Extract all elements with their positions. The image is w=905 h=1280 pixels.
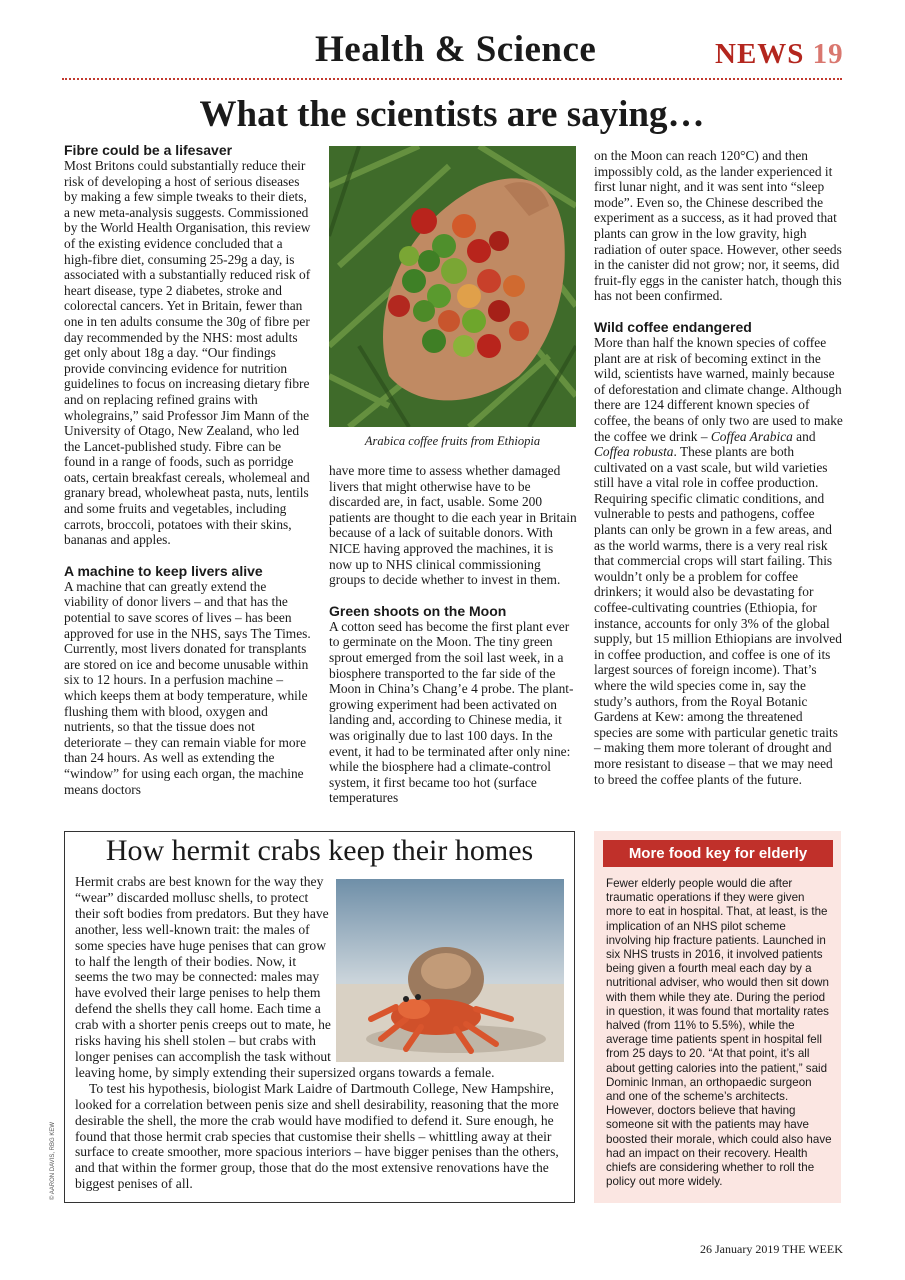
page-footer — [700, 1242, 843, 1257]
livers-subhead: A machine to keep livers alive — [64, 562, 263, 579]
sidebar-title: More food key for elderly — [603, 840, 833, 867]
livers-article-continued: have more time to assess whether damaged livers that might otherwise have to be discarded are, in fact, usable. Some 200 patients are thought to die each year in Britain because of a lack of suitable donors. With NICE having approved the machines, it is now up to NHS clinical commissioning groups to decide whether to invest in them. — [329, 463, 577, 588]
footer-date: 26 January 2019 — [700, 1242, 780, 1256]
column-3 — [594, 148, 844, 787]
hermit-crab-title: How hermit crabs keep their homes — [105, 834, 534, 867]
livers-article: A machine that can greatly extend the viability of donor livers – and that has the potential to save scores of lives – has been approved for use in the NHS, says The Times. Currently, most livers donated for transplants are stored on ice and become unusable within six to 12 hours. In a perfusion machine – which keeps them at body temperature, while flushing them with blood, oxygen and nutrients, so that the tissue does not deteriorate – they can remain viable for more than 24 hours. As well as extending the “window” for using each organ, the machine means doctors — [64, 578, 311, 797]
coffee-photo-caption: Arabica coffee fruits from Ethiopia — [364, 434, 541, 448]
page-headline: What the scientists are saying… — [199, 94, 705, 135]
column-2 — [329, 463, 577, 806]
moon-subhead: Green shoots on the Moon — [329, 602, 507, 619]
coffee-article-and: and — [792, 428, 816, 444]
fibre-article: Most Britons could substantially reduce their risk of developing a host of serious diseases by making a few simple tweaks to their diets, a new meta-analysis suggests. Commissioned by the World Health Organisation, this review of the existing evidence concluded that a high-fibre diet, consuming 25-29g a day, is associated with a substantially reduced risk of heart disease, type 2 diabetes, stroke and colorectal cancers. Yet in Britain, fewer than one in ten adults consume the 30g of fibre per day recommended by the NHS: most adults get only about 18g a day. “Our findings provide convincing evidence for nutrition guidelines to focus on increasing dietary fibre and on replacing refined grains with wholegrains,” said Professor Jim Mann of the University of Otago, New Zealand, who led the Lancet-published study. Fibre can be found in a range of foods, such as porridge oats, certain breakfast cereals, wholemeal and granary bread, wholewheat pasta, nuts, lentils and some fruits and vegetables, including carrots, broccoli, potatoes with their skins, bananas and apples. — [64, 158, 311, 548]
coffee-species-arabica: Coffea Arabica — [710, 428, 793, 444]
fibre-subhead: Fibre could be a lifesaver — [64, 142, 233, 158]
coffee-article — [594, 335, 844, 787]
photo-credit-text: © AARON DAVIS, RBG KEW — [50, 1122, 56, 1200]
news-page-label — [715, 38, 844, 71]
coffee-subhead: Wild coffee endangered — [594, 318, 752, 335]
news-label: NEWS — [715, 38, 805, 70]
section-title: Health & Science — [315, 29, 597, 70]
hermit-crab-para-2: To test his hypothesis, biologist Mark Laidre of Dartmouth College, New Hampshire, looked for a correlation between penis size and shell desirability, reasoning that the more desirable the shell, the more the crab would have modified to defend it. Sure enough, he found that those hermit crab species that customise their shells – whittling away at their surface to create smoother, more spacious interiors – have bigger penises than the others, and that within the former group, those that do the most extensive renovations have the biggest penises of all. — [75, 1080, 559, 1192]
sidebar-text: Fewer elderly people would die after traumatic operations if they were given more to eat in hospital. That, at least, is the implication of an NHS pilot scheme involving hip fracture patients. Launched in six NHS trusts in 2016, it involved patients being given a fourth meal each day by a nutritional adviser, who would then sit down with them while they ate. During the period in question, it was found that mortality rates halved (from 11% to 5.5%), while the average time patients spent in hospital fell from 25 days to 20. “At that point, it’s all about getting calories into the patient,” said Dominic Inman, an orthopaedic surgeon and one of the scheme’s architects. However, doctors believe that having someone sit with the patients may have boosted their morale, which could also have had an impact on their recovery. Health chiefs are considering whether to roll the policy out more widely. — [606, 877, 832, 1189]
moon-article-continued: on the Moon can reach 120°C) and then impossibly cold, as the lander experienced it first lunar night, and it was sent into “sleep mode”. Even so, the Chinese described the experiment as a success, as it had proved that plants can grow in the low gravity, high radiation of outer space. However, other seeds in the canister did not grow; nor, it seems, did fruit-fly eggs in the canister hatch, though this has not been confirmed. — [594, 148, 842, 304]
header-divider — [62, 78, 842, 80]
moon-article: A cotton seed has become the first plant ever to germinate on the Moon. The tiny green sprout emerged from the soil last week, in a biosphere transported to the far side of the Moon in China’s Chang’e 4 probe. The plant-growing experiment had been activated on landing and, according to Chinese media, it was originally due to last 100 days. In the event, it had to be terminated after only nine: while the biosphere had a climate-control system, it first became too hot (surface temperatures — [329, 618, 574, 806]
column-1 — [64, 142, 314, 797]
photo-credit — [46, 1120, 60, 1210]
coffee-article-part-b: . These plants are both cultivated on a vast scale, but wild varieties still have a vital role in coffee production. Requiring specific climatic conditions, and vulnerable to pests and pathogens, coffee plants can only be grown in a few areas, and as the world warms, there is a very real risk that commercial crops will start failing. This wouldn’t only be a problem for coffee drinkers; it would also be devastating for coffee-cultivating countries (Ethiopia, for instance, accounts for only 3% of the global supply, but 15 million Ethiopians are involved in coffee production, and coffee is one of its largest sources of foreign income). That’s where the wild species come in, say the study’s authors, from the Royal Botanic Gardens at Kew: among the threatened species are some with particular genetic traits – making them more tolerant of drought and more resistant to disease – that we may need to breed the coffee plants of the future. — [594, 444, 842, 787]
footer-publication: THE WEEK — [782, 1242, 843, 1256]
hermit-crab-para-1: Hermit crabs are best known for the way they “wear” discarded mollusc shells, to protect their soft bodies from predators. But they have another, less well-known trait: the males of some species have huge penises that can grow to half the length of their bodies. Now, it seems the two may be connected: males may have evolved their large penises to help them defend the shells they call home. Each time a crab with a shorter penis creeps out to mate, he risks having his shell stolen – but crabs with longer penises can accomplish the task without leaving home, by simply extending their supersized organs towards a female. — [75, 874, 495, 1080]
page-number: 19 — [812, 38, 844, 70]
coffee-article-part-a: More than half the known species of coffee plant are at risk of becoming extinct in the wild, scientists have warned, mainly because of deforestation and climate change. Although there are 124 different known species of coffee, the beans of only two are used to make the coffee we drink – — [594, 334, 843, 444]
coffee-species-robusta: Coffea robusta — [594, 444, 674, 460]
coffee-fruits-photo — [329, 146, 576, 427]
photo-wrap-spacer — [331, 874, 567, 1062]
hermit-crab-text — [75, 874, 567, 1192]
coffee-fruits-illustration — [329, 146, 576, 427]
